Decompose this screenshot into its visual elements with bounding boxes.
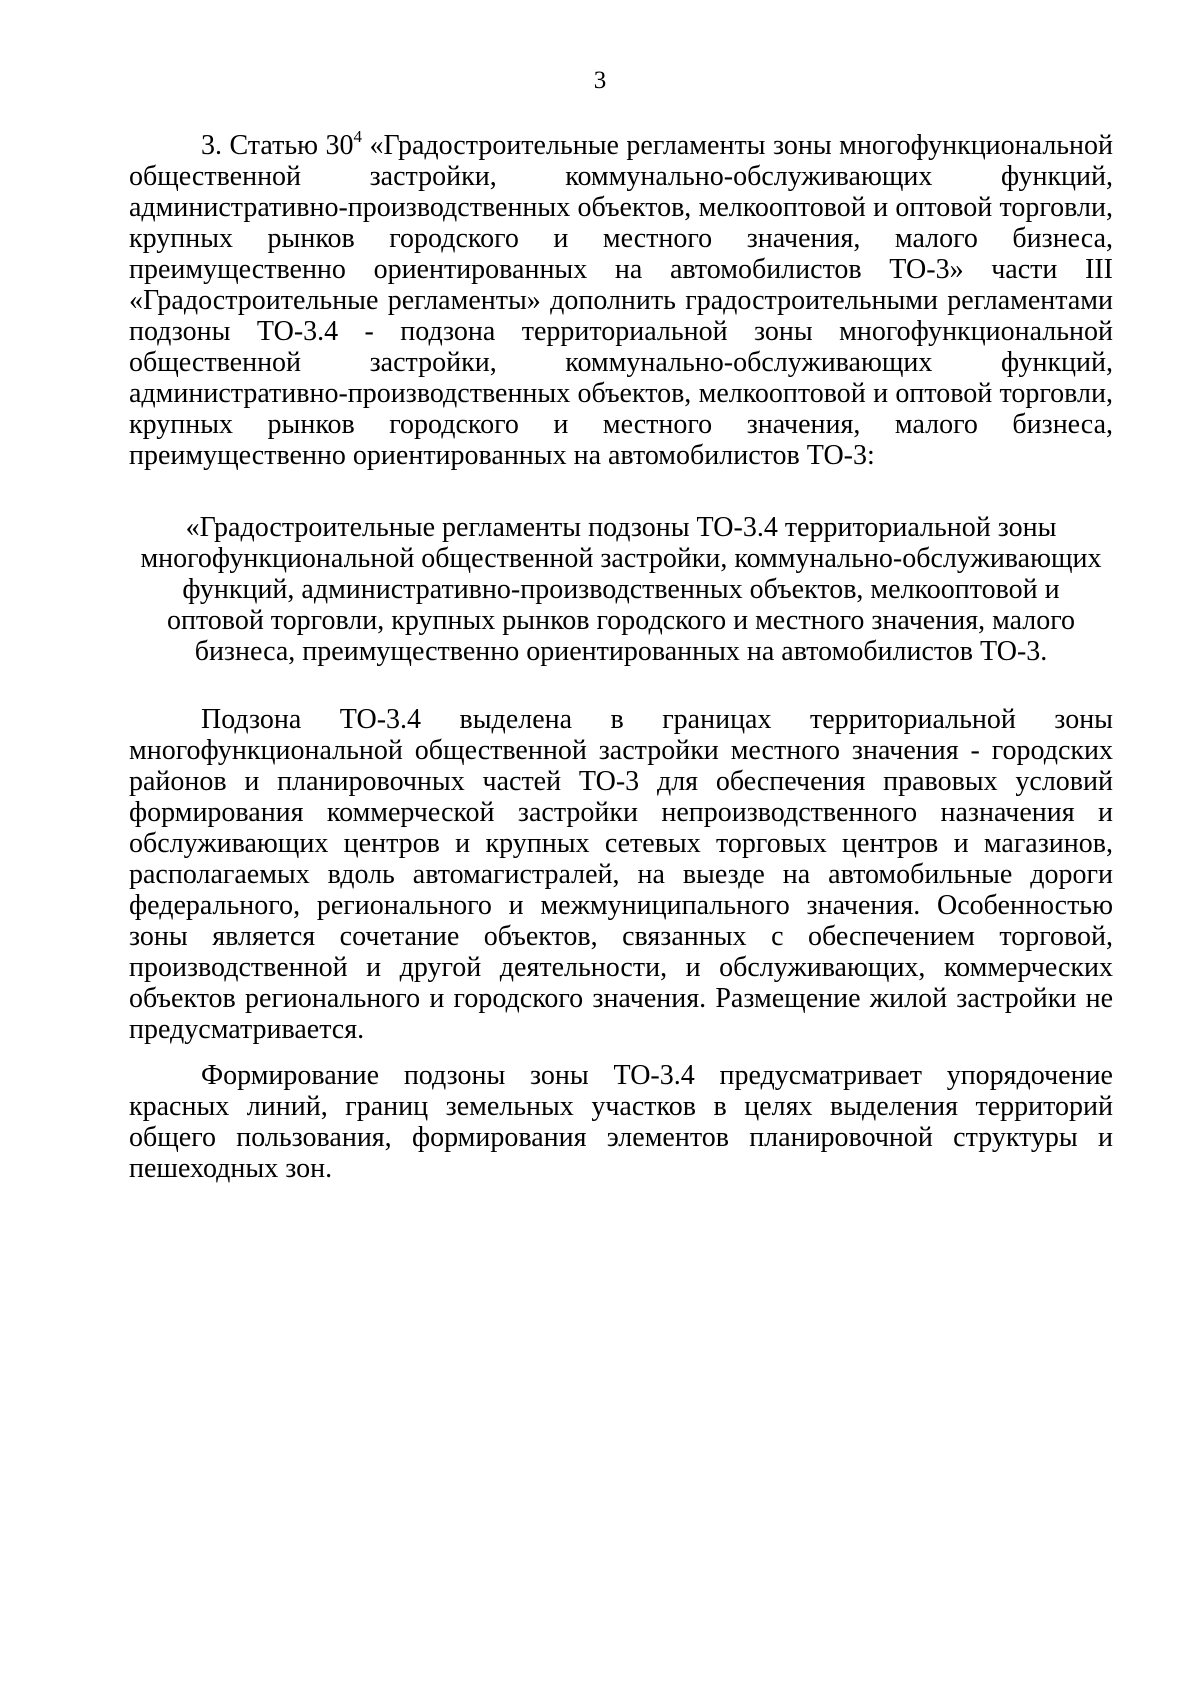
subzone-purpose-paragraph: Подзона ТО-3.4 выделена в границах территориальной зоны многофункциональной общественной застройки местного значения - городских районов и планировочных частей ТО-3 для обеспечения правовых условий формирования коммерческой застройки непроизводственного назначения и обслуживающих центров и крупных сетевых торговых центров и магазинов, располагаемых вдоль автомагистралей, на выезде на автомобильные дороги федерального, регионального и межмуниципального значения. Особенностью зоны является сочетание объектов, связанных с обеспечением торговой, производственной и другой деятельности, и обслуживающих, коммерческих объектов регионального и городского значения. Размещение жилой застройки не предусматривается. (129, 704, 1113, 1045)
section-heading-line: «Градостроительные регламенты подзоны ТО-3.4 территориальной зоны (185, 512, 1057, 543)
article-number (325, 127, 363, 161)
section-heading-line: многофункциональной общественной застройки, коммунально-обслуживающих (140, 543, 1102, 574)
section-heading (129, 512, 1113, 667)
amendment-text: «Градостроительные регламенты зоны многофункциональной общественной застройки, коммунально-обслуживающих функций, административно-производственных объектов, мелкооптовой и оптовой торговли, крупных рынков городского и местного значения, малого бизнеса, преимущественно ориентированных на автомобилистов ТО-3» части III «Градостроительные регламенты» дополнить градостроительными регламентами подзоны ТО-3.4 - подзона территориальной зоны многофункциональной общественной застройки, коммунально-обслуживающих функций, административно-производственных объектов, мелкооптовой и оптовой торговли, крупных рынков городского и местного значения, малого бизнеса, преимущественно ориентированных на автомобилистов ТО-3: (129, 130, 1114, 471)
item-number: 3. (201, 130, 222, 161)
article-number-superscript: 4 (353, 127, 363, 146)
article-amendment-paragraph (129, 127, 1114, 471)
section-heading-line: оптовой торговли, крупных рынков городского и местного значения, малого (166, 605, 1076, 636)
article-number-base: 30 (325, 130, 354, 161)
amendment-verb: Статью (229, 130, 319, 161)
section-heading-line: бизнеса, преимущественно ориентированных на автомобилистов ТО-3. (194, 636, 1048, 667)
subzone-formation-paragraph: Формирование подзоны зоны ТО-3.4 предусматривает упорядочение красных линий, границ земельных участков в целях выделения территорий общего пользования, формирования элементов планировочной структуры и пешеходных зон. (129, 1060, 1113, 1184)
page-number: 3 (593, 67, 607, 94)
section-heading-line: функций, административно-производственных объектов, мелкооптовой и (182, 574, 1060, 605)
